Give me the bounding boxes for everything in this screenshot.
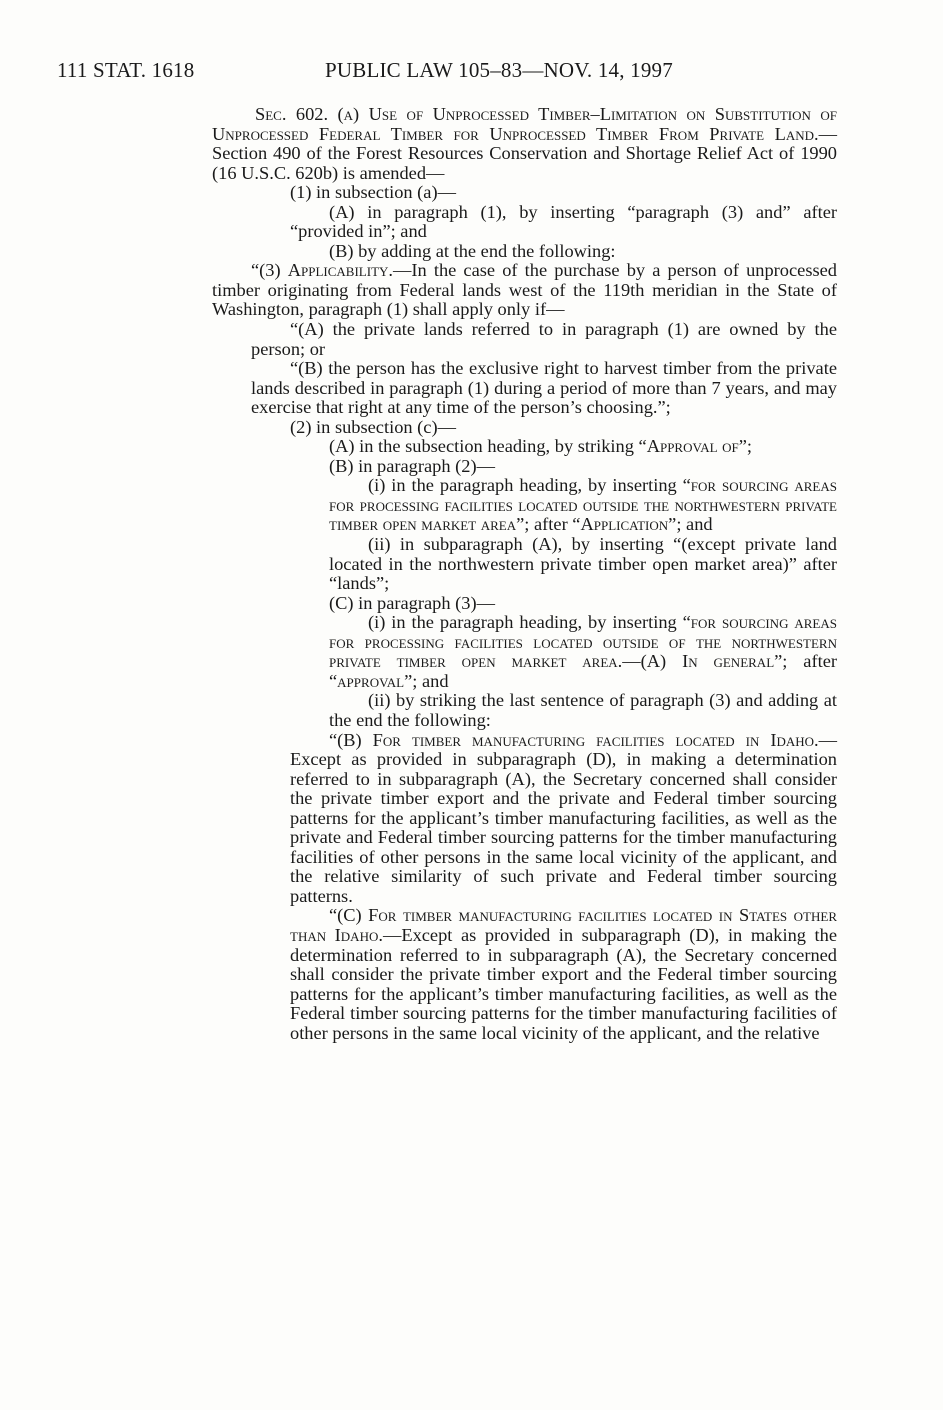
clause-2b-i: (i) in the paragraph heading, by inserting “for sourcing areas for processing facilities located outside the northwestern private timber open market area”; after “Application”; and xyxy=(329,475,837,535)
section-602-intro: Sec. 602. (a) Use of Unprocessed Timber–Limitation on Substitution of Unprocessed Federal Timber for Unprocessed Timber From Private Land.—Section 490 of the Forest Resources Conservation and Shortage Relief Act of 1990 (16 U.S.C. 620b) is amended— xyxy=(212,104,837,183)
subparagraph-1b: (B) by adding at the end the following: xyxy=(329,240,616,261)
inserted-subparagraph-a: “(A) the private lands referred to in paragraph (1) are owned by the person; or xyxy=(251,319,837,359)
running-header xyxy=(57,58,847,84)
statute-text xyxy=(212,105,837,1043)
section-heading: Use of Unprocessed Timber–Limitation on Substitution of Unprocessed Federal Timber for Unprocessed Timber From Private Land. xyxy=(212,104,837,144)
clause-2c-i: (i) in the paragraph heading, by inserting “for sourcing areas for processing facilities located outside of the northwestern private timber open market area.—(A) In general”; after “approval”; and xyxy=(329,612,837,691)
paragraph-1: (1) in subsection (a)— xyxy=(290,182,456,203)
paragraph-2: (2) in subsection (c)— xyxy=(290,416,456,437)
other-states-heading: For timber manufacturing facilities located in States other than Idaho. xyxy=(290,905,837,945)
applicability-heading: Applicability. xyxy=(287,260,394,281)
subparagraph-2b: (B) in paragraph (2)— xyxy=(329,455,495,476)
idaho-heading: For timber manufacturing facilities located in Idaho. xyxy=(372,729,819,750)
inserted-subparagraph-b: “(B) the person has the exclusive right to harvest timber from the private lands described in paragraph (1) during a period of more than 7 years, and may exercise that right at any time of the person’s choosing.”; xyxy=(251,358,837,418)
clause-2c-ii: (ii) by striking the last sentence of paragraph (3) and adding at the end the following: xyxy=(329,690,837,730)
inserted-subparagraph-other-states: “(C) For timber manufacturing facilities located in States other than Idaho.—Except as provided in subparagraph (D), in making the determination referred to in subparagraph (A), the Secretary concerned shall consider the private timber export and the Federal timber sourcing patterns for the applicant’s timber manufacturing facilities, as well as the Federal timber sourcing patterns for the timber manufacturing facilities of other persons in the same local vicinity of the applicant, and the relative xyxy=(290,905,838,1043)
clause-2b-ii: (ii) in subparagraph (A), by inserting “(except private land located in the northwestern private timber open market area)” after “lands”; xyxy=(329,534,837,594)
inserted-subparagraph-idaho: “(B) For timber manufacturing facilities located in Idaho.—Except as provided in subparagraph (D), in making a determination referred to in subparagraph (A), the Secretary concerned shall consider the private timber export and the private and Federal timber sourcing patterns for the applicant’s timber manufacturing facilities, as well as the private and Federal timber sourcing patterns for the timber manufacturing facilities of other persons in the same local vicinity of the applicant, and the relative similarity of such private and Federal timber sourcing patterns. xyxy=(290,729,837,906)
subparagraph-1a: (A) in paragraph (1), by inserting “paragraph (3) and” after “provided in”; and xyxy=(290,201,837,242)
law-title: PUBLIC LAW 105–83—NOV. 14, 1997 xyxy=(325,58,673,82)
subparagraph-2a: (A) in the subsection heading, by striking “Approval of”; xyxy=(329,436,753,457)
page-id: 111 STAT. 1618 xyxy=(57,58,195,82)
subparagraph-2c: (C) in paragraph (3)— xyxy=(329,592,495,613)
inserted-paragraph-3: “(3) Applicability.—In the case of the purchase by a person of unprocessed timber originating from Federal lands west of the 119th meridian in the State of Washington, paragraph (1) shall apply only if— xyxy=(212,260,837,320)
